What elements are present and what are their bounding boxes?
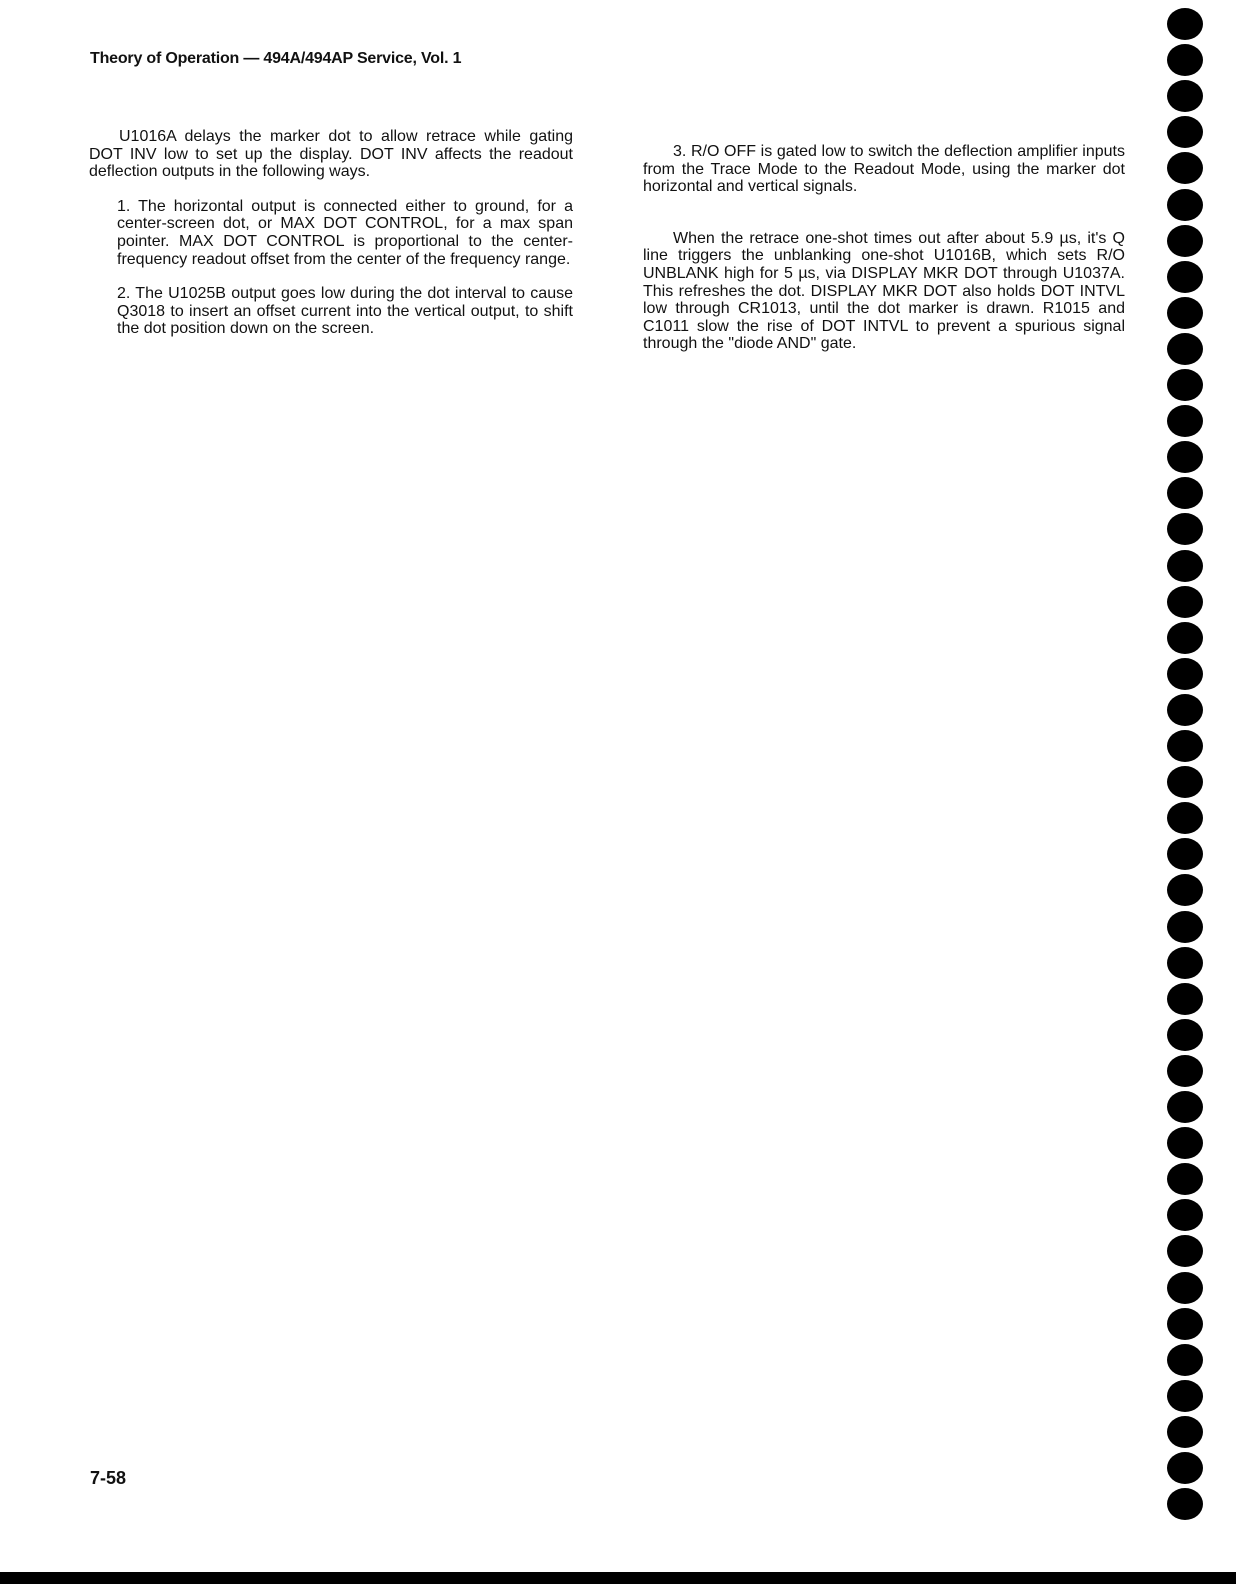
binder-hole bbox=[1167, 261, 1203, 293]
binder-hole bbox=[1167, 44, 1203, 76]
retrace-paragraph: When the retrace one-shot times out after about 5.9 µs, it's Q line triggers the unblanking one-shot U1016B, which sets R/O UNBLANK high for 5 µs, via DISPLAY MKR DOT through U1037A. This refreshes the dot. DISPLAY MKR DOT also holds DOT INTVL low through CR1013, until the dot marker is drawn. R1015 and C1011 slow the rise of DOT INTVL to prevent a spurious signal through the "diode AND" gate. bbox=[643, 229, 1125, 353]
binder-hole bbox=[1167, 1199, 1203, 1231]
binder-hole bbox=[1167, 586, 1203, 618]
binder-hole bbox=[1167, 8, 1203, 40]
binder-hole bbox=[1167, 189, 1203, 221]
binder-hole bbox=[1167, 874, 1203, 906]
list-item-1: 1. The horizontal output is connected either to ground, for a center-screen dot, or MAX DOT CONTROL, for a max span pointer. MAX DOT CONTROL is proportional to the center-frequency readout offset from the center of the frequency range. bbox=[117, 197, 573, 268]
binder-hole bbox=[1167, 947, 1203, 979]
list-item-2: 2. The U1025B output goes low during the dot interval to cause Q3018 to insert an offset current into the vertical output, to shift the dot position down on the screen. bbox=[117, 285, 573, 338]
binder-hole bbox=[1167, 1416, 1203, 1448]
binder-hole bbox=[1167, 80, 1203, 112]
right-column bbox=[643, 143, 1125, 370]
binder-hole bbox=[1167, 1452, 1203, 1484]
left-column bbox=[89, 128, 573, 355]
binder-hole bbox=[1167, 802, 1203, 834]
binder-hole bbox=[1167, 1344, 1203, 1376]
binder-hole bbox=[1167, 1272, 1203, 1304]
binder-hole bbox=[1167, 477, 1203, 509]
binder-hole bbox=[1167, 766, 1203, 798]
binder-hole bbox=[1167, 1055, 1203, 1087]
binder-hole bbox=[1167, 1091, 1203, 1123]
binder-hole bbox=[1167, 730, 1203, 762]
binder-hole bbox=[1167, 838, 1203, 870]
binder-hole bbox=[1167, 550, 1203, 582]
binder-hole bbox=[1167, 1488, 1203, 1520]
binder-hole bbox=[1167, 694, 1203, 726]
binder-hole bbox=[1167, 152, 1203, 184]
binder-hole bbox=[1167, 983, 1203, 1015]
binder-hole bbox=[1167, 658, 1203, 690]
page-header: Theory of Operation — 494A/494AP Service, Vol. 1 bbox=[90, 50, 462, 67]
binder-hole bbox=[1167, 333, 1203, 365]
bottom-scan-bar bbox=[0, 1572, 1236, 1584]
page-number: 7-58 bbox=[90, 1468, 127, 1488]
binder-hole bbox=[1167, 513, 1203, 545]
binder-holes bbox=[1167, 0, 1203, 1584]
binder-hole bbox=[1167, 297, 1203, 329]
binder-hole bbox=[1167, 1127, 1203, 1159]
binder-hole bbox=[1167, 911, 1203, 943]
binder-hole bbox=[1167, 1163, 1203, 1195]
binder-hole bbox=[1167, 1308, 1203, 1340]
binder-hole bbox=[1167, 116, 1203, 148]
list-item-3: 3. R/O OFF is gated low to switch the deflection amplifier inputs from the Trace Mode to the Readout Mode, using the marker dot horizontal and vertical signals. bbox=[643, 143, 1125, 196]
binder-hole bbox=[1167, 622, 1203, 654]
binder-hole bbox=[1167, 225, 1203, 257]
intro-paragraph: U1016A delays the marker dot to allow retrace while gating DOT INV low to set up the display. DOT INV affects the readout deflection outputs in the following ways. bbox=[89, 128, 573, 181]
binder-hole bbox=[1167, 369, 1203, 401]
binder-hole bbox=[1167, 1019, 1203, 1051]
binder-hole bbox=[1167, 441, 1203, 473]
binder-hole bbox=[1167, 405, 1203, 437]
binder-hole bbox=[1167, 1380, 1203, 1412]
binder-hole bbox=[1167, 1235, 1203, 1267]
